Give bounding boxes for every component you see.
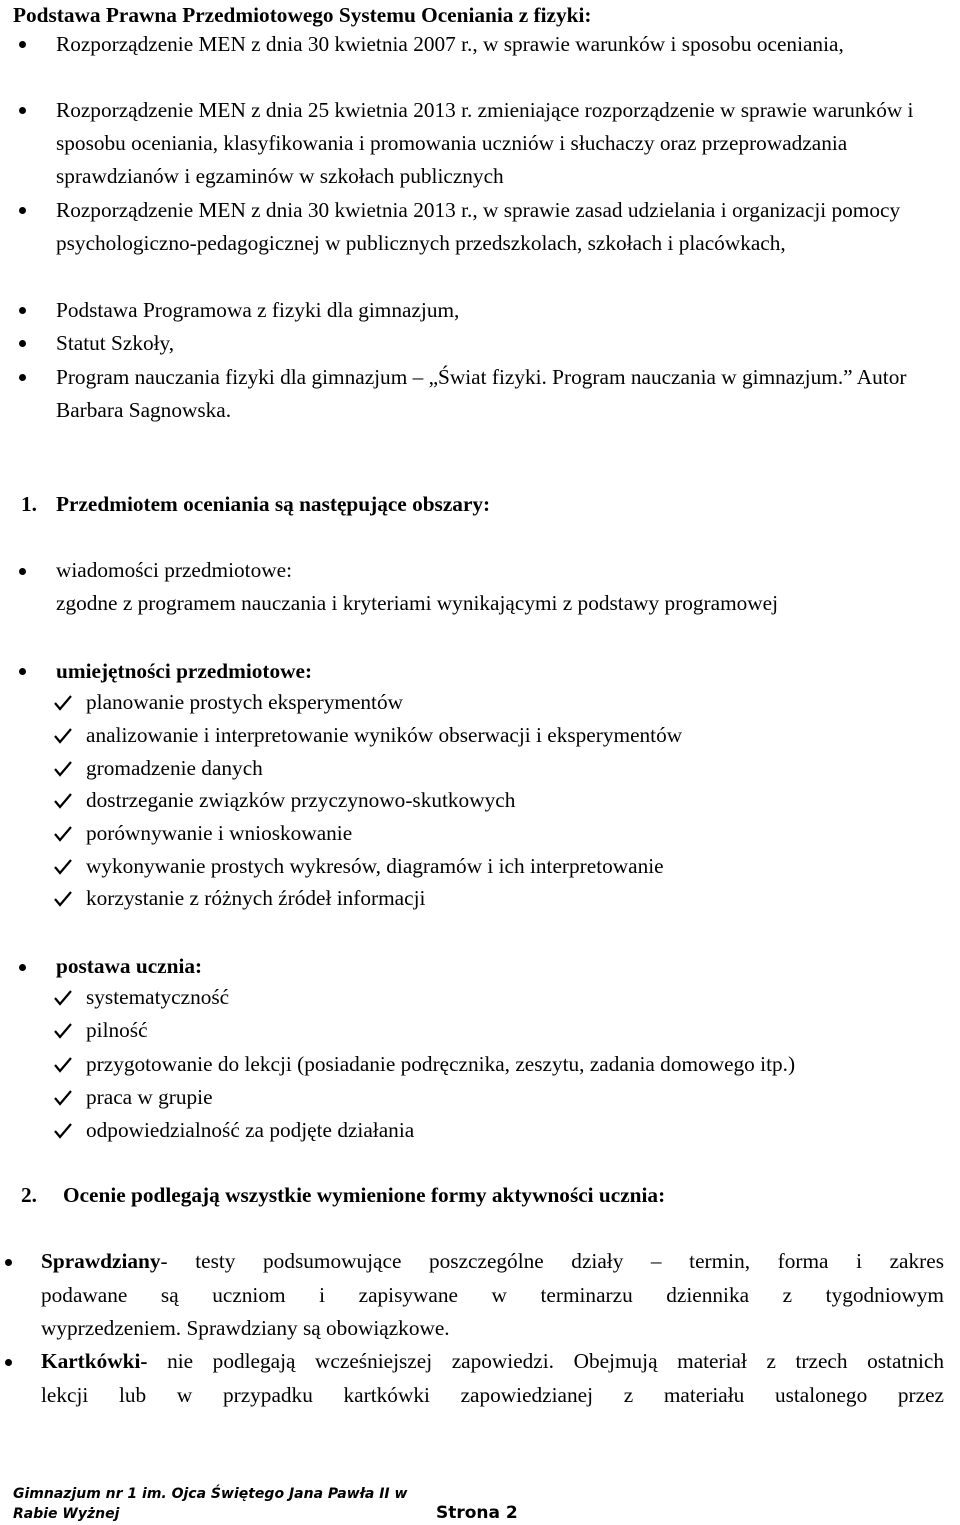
section-1-number: 1. [21, 492, 37, 516]
section-2-number: 2. [21, 1183, 37, 1207]
bullet-icon [5, 1259, 12, 1266]
section-1-title: Przedmiotem oceniania są następujące obszary: [56, 492, 491, 516]
checkmark-icon [53, 889, 73, 909]
skills-item: dostrzeganie związków przyczynowo-skutkowych [86, 788, 516, 812]
skills-item: planowanie prostych eksperymentów [86, 690, 403, 714]
footer-school [13, 1484, 407, 1524]
bullet-icon [19, 207, 26, 214]
checkmark-icon [53, 988, 73, 1008]
page-number: Strona 2 [436, 1503, 518, 1523]
checkmark-icon [53, 1088, 73, 1108]
legal-basis-item: Rozporządzenie MEN z dnia 30 kwietnia 2013 r., w sprawie zasad udzielania i organizacji pomocy psychologiczno-pedagogicznej w publicznych przedszkolach, szkołach i placówkach, [56, 198, 901, 255]
attitude-item: przygotowanie do lekcji (posiadanie podręcznika, zeszytu, zadania domowego itp.) [86, 1052, 796, 1076]
footer-school-line: Gimnazjum nr 1 im. Ojca Świętego Jana Pawła II w [13, 1486, 408, 1502]
tests-line: wyprzedzeniem. Sprawdziany są obowiązkowe. [41, 1316, 450, 1340]
skills-item: porównywanie i wnioskowanie [86, 821, 353, 845]
checkmark-icon [53, 857, 73, 877]
checkmark-icon [53, 824, 73, 844]
bullet-icon [19, 307, 26, 314]
page-heading: Podstawa Prawna Przedmiotowego Systemu Oceniania z fizyki: [13, 3, 592, 27]
checkmark-icon [53, 1021, 73, 1041]
checkmark-icon [53, 791, 73, 811]
bullet-icon [19, 668, 26, 675]
knowledge-text: zgodne z programem nauczania i kryteriami wynikającymi z podstawy programowej [56, 591, 779, 615]
bullet-icon [19, 964, 26, 971]
attitude-item: odpowiedzialność za podjęte działania [86, 1118, 415, 1142]
legal-basis-item: Rozporządzenie MEN z dnia 30 kwietnia 2007 r., w sprawie warunków i sposobu oceniania, [56, 32, 844, 56]
quizzes-line: lekcji lub w przypadku kartkówki zapowiedzianej z materiału ustalonego przez [41, 1383, 944, 1407]
section-2-title: Ocenie podlegają wszystkie wymienione formy aktywności ucznia: [63, 1183, 666, 1207]
skills-item: analizowanie i interpretowanie wyników obserwacji i eksperymentów [86, 723, 683, 747]
attitude-label: postawa ucznia: [56, 954, 203, 978]
legal-basis-item: Program nauczania fizyki dla gimnazjum – „Świat fizyki. Program nauczania w gimnazjum.” Autor Barbara Sagnowska. [56, 365, 907, 422]
skills-item: korzystanie z różnych źródeł informacji [86, 886, 426, 910]
quizzes-text: nie podlegają wcześniejszej zapowiedzi. Obejmują materiał z trzech ostatnich [147, 1349, 944, 1373]
checkmark-icon [53, 1055, 73, 1075]
attitude-item: systematyczność [86, 985, 230, 1009]
checkmark-icon [53, 759, 73, 779]
bullet-icon [19, 41, 26, 48]
bullet-icon [19, 107, 26, 114]
legal-basis-item: Statut Szkoły, [56, 331, 175, 355]
bullet-icon [19, 568, 26, 575]
legal-basis-item: Podstawa Programowa z fizyki dla gimnazjum, [56, 298, 460, 322]
tests-line: podawane są uczniom i zapisywane w terminarzu dziennika z tygodniowym [41, 1283, 944, 1307]
knowledge-label: wiadomości przedmiotowe: [56, 558, 292, 582]
bullet-icon [5, 1359, 12, 1366]
tests-text: - testy podsumowujące poszczególne działy – termin, forma i zakres [160, 1249, 944, 1273]
checkmark-icon [53, 726, 73, 746]
legal-basis-item: Rozporządzenie MEN z dnia 25 kwietnia 2013 r. zmieniające rozporządzenie w sprawie warunków i sposobu oceniania, klasyfikowania i promowania uczniów i słuchaczy oraz przeprowadzania sprawdzianów i egzaminów w szkołach publicznych [56, 98, 914, 188]
skills-label: umiejętności przedmiotowe: [56, 659, 313, 683]
quizzes-line [41, 1345, 944, 1379]
quizzes-label: Kartkówki- [41, 1349, 148, 1373]
checkmark-icon [53, 693, 73, 713]
tests-label: Sprawdziany [41, 1249, 161, 1273]
bullet-icon [19, 340, 26, 347]
attitude-item: pilność [86, 1018, 148, 1042]
checkmark-icon [53, 1121, 73, 1141]
footer-school-line: Rabie Wyżnej [13, 1506, 120, 1522]
attitude-item: praca w grupie [86, 1085, 213, 1109]
bullet-icon [19, 374, 26, 381]
skills-item: wykonywanie prostych wykresów, diagramów i ich interpretowanie [86, 854, 664, 878]
tests-line [41, 1245, 944, 1279]
skills-item: gromadzenie danych [86, 756, 263, 780]
